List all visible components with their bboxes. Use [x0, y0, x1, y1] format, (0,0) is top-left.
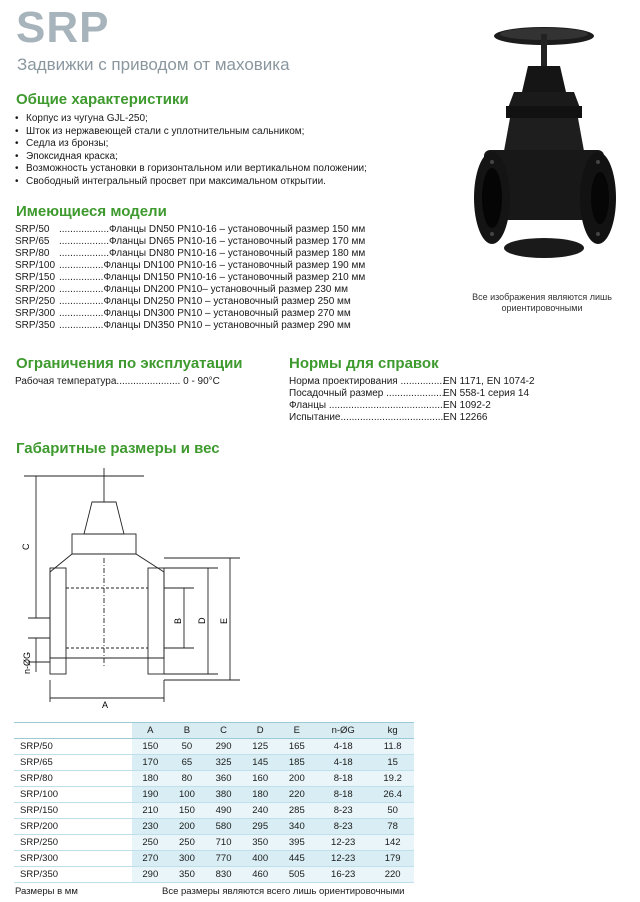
model-dots: ................	[59, 308, 104, 319]
table-row	[14, 739, 414, 755]
units-note: Размеры в мм	[15, 886, 78, 897]
model-code: SRP/250	[15, 296, 56, 307]
table-cell: 230	[132, 819, 169, 835]
standard-value: EN 558-1 серия 14	[443, 388, 530, 399]
standard-value: EN 1092-2	[443, 400, 491, 411]
table-cell-model: SRP/150	[14, 803, 132, 819]
table-cell: 300	[169, 851, 206, 867]
valve-dimension-drawing	[14, 462, 254, 712]
model-code: SRP/150	[15, 272, 56, 283]
table-cell: 8-23	[315, 803, 371, 819]
model-row	[15, 308, 365, 320]
standard-label: Испытание......................................	[289, 412, 447, 423]
table-row	[14, 867, 414, 883]
standard-label: Посадочный размер .....................	[289, 388, 445, 399]
model-code: SRP/100	[15, 260, 56, 271]
feature-item: • Свободный интегральный просвет при максимальном открытии.	[15, 176, 415, 189]
table-cell: 340	[279, 819, 316, 835]
model-dots: ..................	[59, 224, 110, 235]
model-dots: ..................	[59, 248, 110, 259]
table-cell: 380	[205, 787, 242, 803]
dim-label-c: C	[21, 543, 31, 550]
table-cell-model: SRP/200	[14, 819, 132, 835]
features-heading: Общие характеристики	[16, 91, 189, 108]
table-cell: 8-18	[315, 771, 371, 787]
table-cell: 180	[242, 787, 279, 803]
table-cell: 50	[371, 803, 414, 819]
table-cell: 4-18	[315, 739, 371, 755]
model-row	[15, 284, 365, 296]
table-cell: 142	[371, 835, 414, 851]
table-header-cell: C	[205, 723, 242, 739]
model-description: Фланцы DN300 PN10 – установочный размер 270 мм	[103, 308, 351, 319]
dimensions-table	[14, 722, 414, 883]
table-cell: 150	[169, 803, 206, 819]
model-row	[15, 296, 365, 308]
table-cell: 179	[371, 851, 414, 867]
model-description: Фланцы DN50 PN10-16 – установочный размер 150 мм	[109, 224, 366, 235]
dim-label-g: n-ØG	[22, 651, 32, 674]
table-header-cell: A	[132, 723, 169, 739]
table-cell-model: SRP/80	[14, 771, 132, 787]
model-description: Фланцы DN100 PN10-16 – установочный размер 190 мм	[103, 260, 366, 271]
table-header-cell: E	[279, 723, 316, 739]
table-cell: 185	[279, 755, 316, 771]
table-cell: 16-23	[315, 867, 371, 883]
standard-label: Фланцы ..........................................	[289, 400, 446, 411]
table-cell: 100	[169, 787, 206, 803]
table-cell: 78	[371, 819, 414, 835]
model-code: SRP/350	[15, 320, 56, 331]
table-cell: 8-23	[315, 819, 371, 835]
table-cell: 12-23	[315, 835, 371, 851]
table-cell: 250	[169, 835, 206, 851]
standard-row	[289, 376, 535, 388]
model-code: SRP/65	[15, 236, 50, 247]
table-header-cell: D	[242, 723, 279, 739]
table-cell: 270	[132, 851, 169, 867]
valve-product-photo	[470, 12, 620, 284]
product-subtitle: Задвижки с приводом от маховика	[17, 55, 290, 74]
table-cell: 26.4	[371, 787, 414, 803]
table-cell: 15	[371, 755, 414, 771]
model-row	[15, 236, 365, 248]
feature-item: • Возможность установки в горизонтальном или вертикальном положении;	[15, 163, 415, 176]
table-cell: 505	[279, 867, 316, 883]
table-cell: 170	[132, 755, 169, 771]
table-cell: 160	[242, 771, 279, 787]
table-cell: 490	[205, 803, 242, 819]
model-row	[15, 248, 365, 260]
model-description: Фланцы DN150 PN10-16 – установочный размер 210 мм	[103, 272, 366, 283]
table-cell: 400	[242, 851, 279, 867]
table-cell: 290	[205, 739, 242, 755]
model-dots: ................	[59, 260, 104, 271]
table-cell: 180	[132, 771, 169, 787]
table-cell: 290	[132, 867, 169, 883]
table-row	[14, 835, 414, 851]
model-description: Фланцы DN350 PN10 – установочный размер 290 мм	[103, 320, 351, 331]
table-row	[14, 787, 414, 803]
model-description: Фланцы DN80 PN10-16 – установочный размер 180 мм	[109, 248, 366, 259]
standards-heading: Нормы для справок	[289, 355, 439, 372]
table-header-cell: n-ØG	[315, 723, 371, 739]
table-row	[14, 803, 414, 819]
table-cell-model: SRP/350	[14, 867, 132, 883]
table-row	[14, 851, 414, 867]
table-cell: 80	[169, 771, 206, 787]
model-row	[15, 224, 365, 236]
table-header-model	[14, 723, 132, 739]
feature-item: • Корпус из чугуна GJL-250;	[15, 113, 415, 126]
table-cell: 325	[205, 755, 242, 771]
dimensions-heading: Габаритные размеры и вес	[16, 440, 220, 457]
features-list	[15, 113, 415, 189]
model-row	[15, 320, 365, 332]
table-cell-model: SRP/100	[14, 787, 132, 803]
model-description: Фланцы DN250 PN10 – установочный размер 250 мм	[103, 296, 351, 307]
table-cell: 295	[242, 819, 279, 835]
table-cell: 145	[242, 755, 279, 771]
model-dots: ................	[59, 320, 104, 331]
table-header-cell: kg	[371, 723, 414, 739]
dim-label-d: D	[197, 617, 207, 624]
table-row	[14, 771, 414, 787]
model-description: Фланцы DN200 PN10– установочный размер 230 мм	[103, 284, 349, 295]
table-cell: 210	[132, 803, 169, 819]
table-cell: 65	[169, 755, 206, 771]
models-heading: Имеющиеся модели	[16, 203, 167, 220]
table-cell: 445	[279, 851, 316, 867]
table-cell: 8-18	[315, 787, 371, 803]
table-cell: 200	[169, 819, 206, 835]
model-code: SRP/300	[15, 308, 56, 319]
table-cell: 125	[242, 739, 279, 755]
model-code: SRP/80	[15, 248, 50, 259]
photo-caption: Все изображения являются лишь ориентировочными	[472, 292, 612, 313]
table-cell: 580	[205, 819, 242, 835]
table-cell-model: SRP/50	[14, 739, 132, 755]
feature-item: • Шток из нержавеющей стали с уплотнительным сальником;	[15, 126, 415, 139]
table-cell-model: SRP/65	[14, 755, 132, 771]
table-cell: 19.2	[371, 771, 414, 787]
model-row	[15, 272, 365, 284]
table-cell: 150	[132, 739, 169, 755]
table-cell: 250	[132, 835, 169, 851]
table-cell: 710	[205, 835, 242, 851]
dimensions-disclaimer: Все размеры являются всего лишь ориентировочными	[162, 886, 405, 897]
table-cell: 12-23	[315, 851, 371, 867]
table-cell: 350	[242, 835, 279, 851]
standard-value: EN 12266	[443, 412, 488, 423]
model-row	[15, 260, 365, 272]
model-dots: ................	[59, 296, 104, 307]
table-cell: 460	[242, 867, 279, 883]
table-cell: 360	[205, 771, 242, 787]
models-list	[15, 224, 365, 332]
table-cell: 11.8	[371, 739, 414, 755]
table-cell: 830	[205, 867, 242, 883]
model-description: Фланцы DN65 PN10-16 – установочный размер 170 мм	[109, 236, 366, 247]
dim-label-b: B	[173, 617, 183, 624]
model-dots: ................	[59, 284, 104, 295]
standard-value: EN 1171, EN 1074-2	[443, 376, 535, 387]
feature-item: • Эпоксидная краска;	[15, 151, 415, 164]
table-cell: 220	[279, 787, 316, 803]
table-cell: 190	[132, 787, 169, 803]
model-code: SRP/200	[15, 284, 56, 295]
dim-label-e: E	[219, 617, 229, 624]
table-cell-model: SRP/300	[14, 851, 132, 867]
product-code: SRP	[16, 3, 110, 52]
table-cell: 4-18	[315, 755, 371, 771]
limits-temperature: Рабочая температура....................... 0 - 90°C	[15, 376, 220, 387]
dim-label-a: A	[101, 700, 109, 710]
table-cell: 395	[279, 835, 316, 851]
limits-heading: Ограничения по эксплуатации	[16, 355, 243, 372]
standard-row	[289, 400, 535, 412]
table-cell: 200	[279, 771, 316, 787]
table-cell: 350	[169, 867, 206, 883]
table-cell: 285	[279, 803, 316, 819]
standard-row	[289, 388, 535, 400]
model-code: SRP/50	[15, 224, 50, 235]
table-row	[14, 819, 414, 835]
feature-item: • Седла из бронзы;	[15, 138, 415, 151]
model-dots: ..................	[59, 236, 110, 247]
table-header-cell: B	[169, 723, 206, 739]
standard-row	[289, 412, 535, 424]
model-dots: ................	[59, 272, 104, 283]
standard-label: Норма проектирования ................	[289, 376, 445, 387]
table-row	[14, 755, 414, 771]
table-cell: 240	[242, 803, 279, 819]
standards-list	[289, 376, 535, 424]
table-cell: 165	[279, 739, 316, 755]
table-cell: 220	[371, 867, 414, 883]
table-cell: 770	[205, 851, 242, 867]
table-cell-model: SRP/250	[14, 835, 132, 851]
table-cell: 50	[169, 739, 206, 755]
